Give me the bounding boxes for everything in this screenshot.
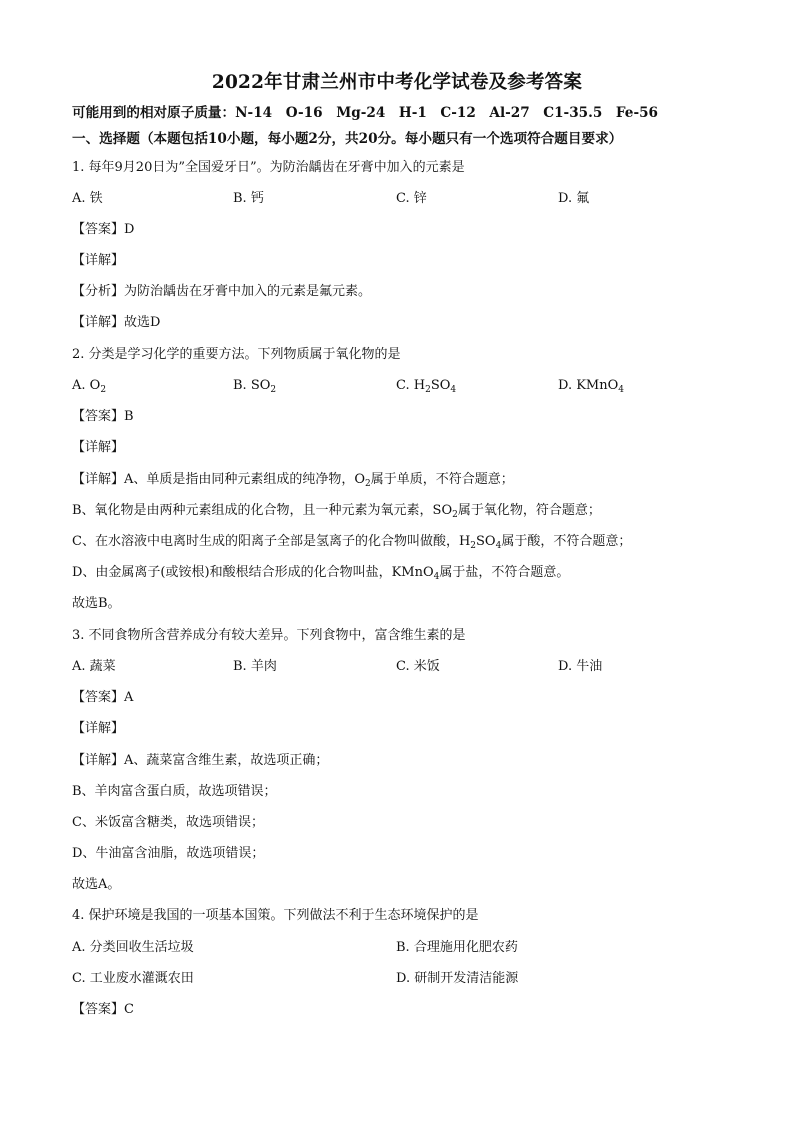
q4-option-c: C. 工业废水灌溉农田: [72, 971, 194, 986]
q2-detail-line-1: 【详解】A、单质是指由同种元素组成的纯净物，$O_2$属于单质，不符合题意；: [72, 472, 514, 489]
q2-option-d: D. KMnO$_4$: [558, 378, 625, 395]
question-3-stem: 3. 不同食物所含营养成分有较大差异。下列食物中，富含维生素的是: [72, 628, 466, 643]
q2-option-c: C. $H_2SO_4$: [396, 378, 457, 395]
q3-answer: 【答案】A: [72, 690, 134, 705]
q2-conclusion: 故选B。: [72, 596, 121, 611]
q3-conclusion: 故选A。: [72, 877, 121, 892]
q2-detail-line-2: B、氧化物是由两种元素组成的化合物，且一种元素为氧元素，$SO_2$属于氧化物，符合题意；: [72, 503, 601, 520]
q2-answer: 【答案】B: [72, 409, 134, 424]
q2-detail-line-4: D、由金属离子(或铵根)和酸根结合形成的化合物叫盐，KMnO$_4$属于盐，不符合题意。: [72, 565, 570, 582]
q4-answer: 【答案】C: [72, 1002, 134, 1017]
q2-option-b: B. $SO_2$: [233, 378, 277, 395]
q3-option-d: D. 牛油: [558, 659, 603, 674]
q1-detail: 【详解】故选D: [72, 315, 161, 330]
q1-option-c: C. 锌: [396, 191, 427, 206]
q1-option-d: D. 氟: [558, 191, 590, 206]
q3-detail-tag: 【详解】: [72, 721, 125, 736]
section-heading: 一、选择题（本题包括10小题，每小题2分，共20分。每小题只有一个选项符合题目要求）: [72, 131, 623, 147]
q3-option-c: C. 米饭: [396, 659, 440, 674]
q3-detail-line-2: B、羊肉富含蛋白质，故选项错误；: [72, 784, 277, 799]
atomic-mass-line: 可能用到的相对原子质量：N-14 O-16 Mg-24 H-1 C-12 Al-27 C1-35.5 Fe-56: [72, 105, 659, 121]
q4-option-d: D. 研制开发清洁能源: [396, 971, 519, 986]
q3-detail-line-1: 【详解】A、蔬菜富含维生素，故选项正确；: [72, 753, 329, 768]
q1-option-a: A. 铁: [72, 191, 103, 206]
q3-detail-line-3: C、米饭富含糖类，故选项错误；: [72, 815, 264, 830]
question-4-stem: 4. 保护环境是我国的一项基本国策。下列做法不利于生态环境保护的是: [72, 908, 479, 923]
question-2-stem: 2. 分类是学习化学的重要方法。下列物质属于氧化物的是: [72, 347, 401, 362]
q2-detail-tag: 【详解】: [72, 440, 125, 455]
q4-option-b: B. 合理施用化肥农药: [396, 940, 518, 955]
q1-answer: 【答案】D: [72, 222, 135, 237]
q2-option-a: A. $O_2$: [72, 378, 107, 395]
q3-detail-line-4: D、牛油富含油脂，故选项错误；: [72, 846, 265, 861]
q3-option-a: A. 蔬菜: [72, 659, 116, 674]
q1-analysis: 【分析】为防治龋齿在牙膏中加入的元素是氟元素。: [72, 284, 372, 299]
page-title: 2022年甘肃兰州市中考化学试卷及参考答案: [211, 72, 583, 93]
q4-option-a: A. 分类回收生活垃圾: [72, 940, 194, 955]
q2-detail-line-3: C、在水溶液中电离时生成的阳离子全部是氢离子的化合物叫做酸，$H_2SO_4$属于酸，不符合题意；: [72, 534, 632, 551]
q1-option-b: B. 钙: [233, 191, 264, 206]
q1-detail-tag: 【详解】: [72, 253, 125, 268]
q3-option-b: B. 羊肉: [233, 659, 277, 674]
question-1-stem: 1. 每年9月20日为”全国爱牙日”。为防治龋齿在牙膏中加入的元素是: [72, 160, 465, 175]
